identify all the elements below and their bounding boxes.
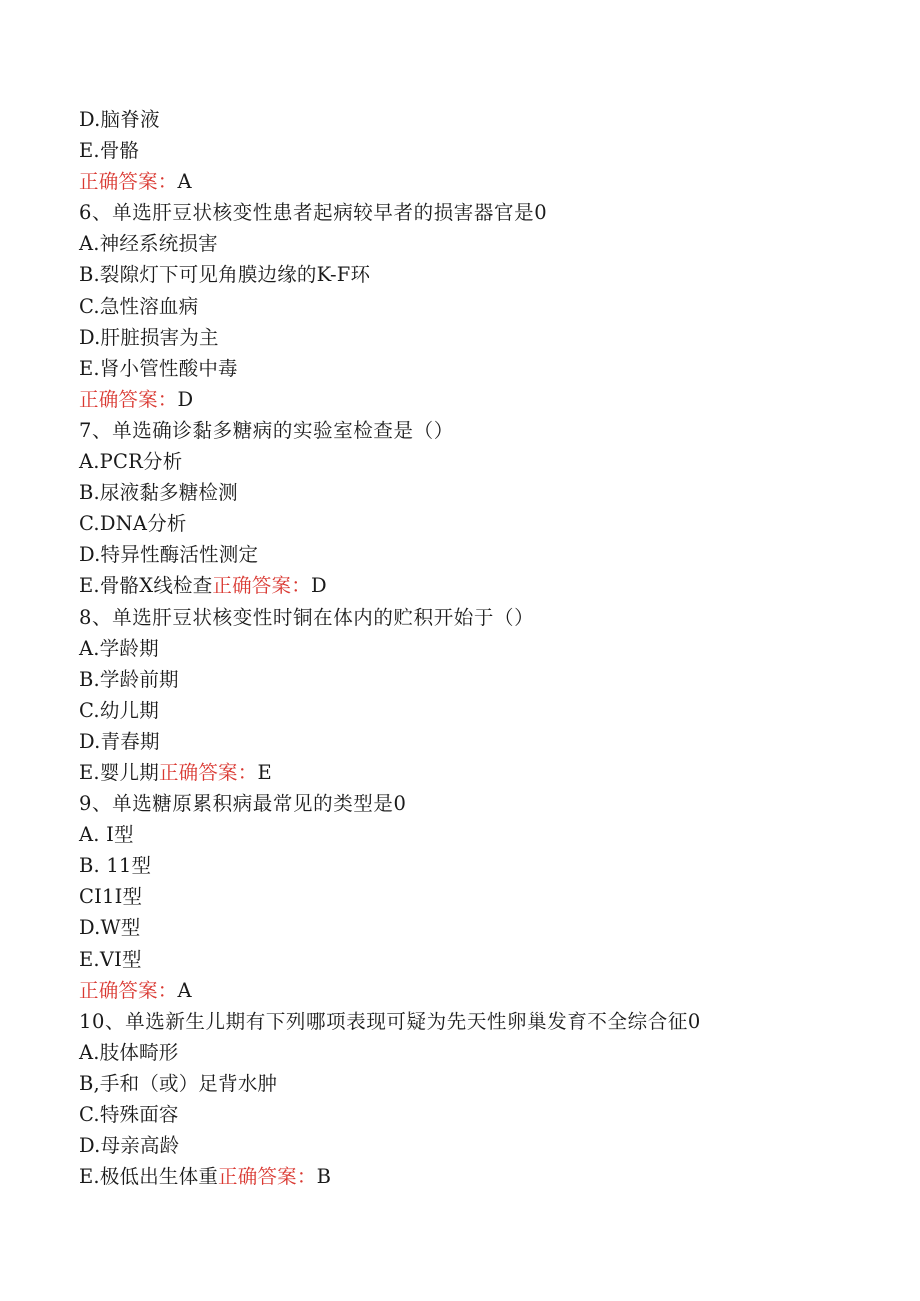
document-page	[79, 104, 879, 1192]
option-text: A.PCR分析	[79, 450, 183, 474]
option-text: B.裂隙灯下可见角膜边缘的K-F环	[79, 263, 371, 287]
option-text: D.肝脏损害为主	[79, 325, 219, 349]
answer-value: E	[257, 760, 272, 784]
option-text: CI1I型	[79, 885, 143, 909]
answer-label: 正确答案：	[79, 387, 178, 411]
question-text: 9、单选糖原累积病最常见的类型是0	[79, 792, 407, 816]
answer-line	[79, 975, 879, 1006]
answer-value: D	[310, 574, 327, 598]
option-text: A.肢体畸形	[79, 1040, 179, 1064]
question-text: 10、单选新生儿期有下列哪项表现可疑为先天性卵巢发育不全综合征0	[79, 1009, 701, 1033]
option-text: A. I型	[79, 823, 134, 847]
answer-value: A	[177, 978, 192, 1002]
option-text: E.肾小管性酸中毒	[79, 356, 238, 380]
option-text: C.DNA分析	[79, 512, 187, 536]
option-text: E.VI型	[79, 947, 142, 971]
answer-line	[79, 757, 879, 788]
option-text: B. 11型	[79, 854, 152, 878]
option-text: B.学龄前期	[79, 667, 179, 691]
answer-value: A	[177, 170, 192, 194]
option-text: D.青春期	[79, 729, 160, 753]
answer-line	[79, 570, 879, 601]
answer-value: D	[177, 387, 194, 411]
option-text: D.母亲高龄	[79, 1134, 180, 1158]
question-list	[79, 104, 879, 1192]
option-text: C.急性溶血病	[79, 294, 199, 318]
option-text: E.骨骼	[79, 139, 140, 163]
question-text: 8、单选肝豆状核变性时铜在体内的贮积开始于（）	[79, 605, 535, 629]
answer-line	[79, 1161, 879, 1192]
answer-label: 正确答案：	[212, 574, 311, 598]
option-text: C.特殊面容	[79, 1103, 179, 1126]
answer-label: 正确答案：	[158, 760, 258, 784]
option-text: D.脑脊液	[79, 108, 160, 131]
answer-value: B	[316, 1165, 332, 1189]
option-text: B.尿液黏多糖检测	[79, 481, 238, 505]
question-text: 7、单选确诊黏多糖病的实验室检查是（）	[79, 418, 454, 442]
option-text: D.W型	[79, 916, 141, 940]
option-text: D.特异性酶活性测定	[79, 543, 259, 567]
answer-label: 正确答案：	[79, 978, 178, 1002]
option-text: E.极低出生体重	[79, 1165, 219, 1189]
answer-line	[79, 384, 879, 415]
option-text: B,手和（或）足背水肿	[79, 1071, 278, 1095]
option-text: E.婴儿期	[79, 760, 159, 784]
answer-line	[79, 166, 879, 197]
option-text: C.幼儿期	[79, 698, 159, 722]
option-text: A.学龄期	[79, 636, 159, 660]
answer-label: 正确答案：	[218, 1165, 317, 1189]
option-text: E.骨骼X线检查	[79, 574, 213, 598]
option-text: A.神经系统损害	[79, 232, 218, 256]
question-text: 6、单选肝豆状核变性患者起病较早者的损害器官是0	[79, 201, 548, 225]
answer-label: 正确答案：	[79, 170, 178, 194]
